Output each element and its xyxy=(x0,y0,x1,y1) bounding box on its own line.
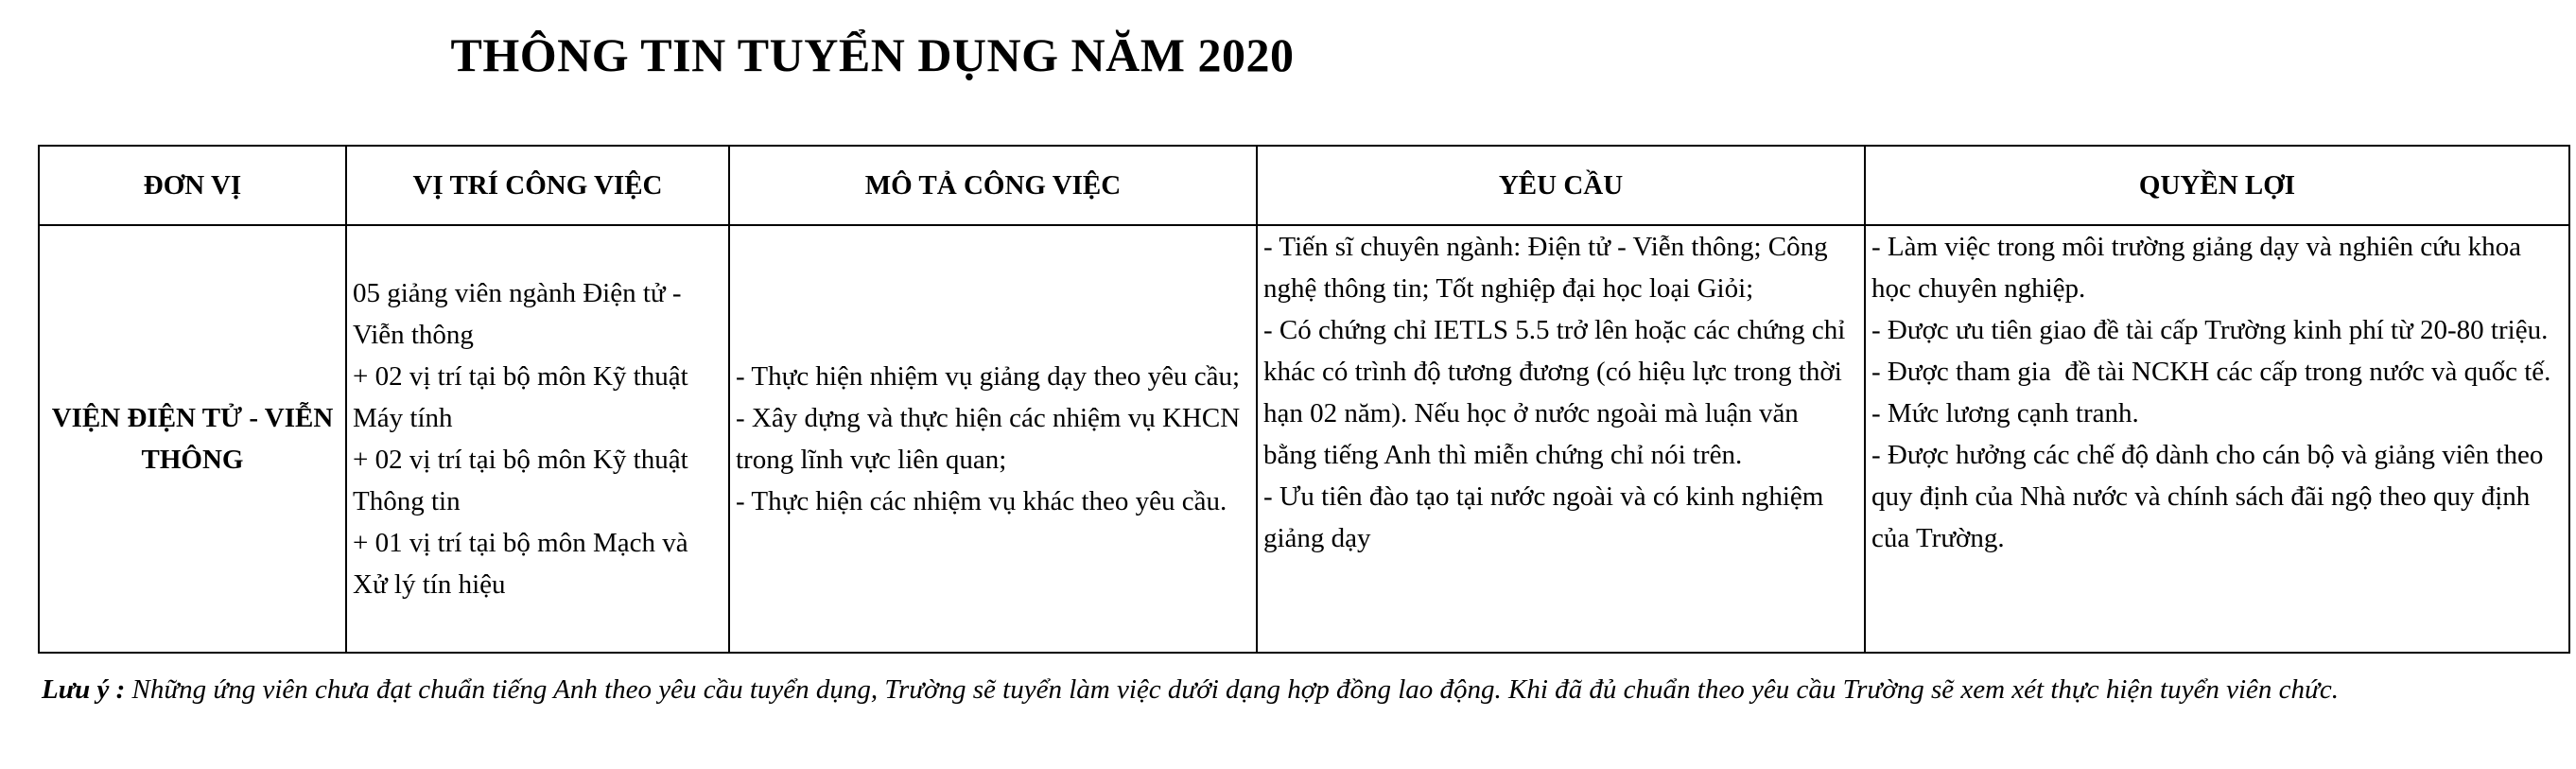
benefit-line: - Mức lương cạnh tranh. xyxy=(1871,398,2139,428)
benefit-line: - Làm việc trong môi trường giảng dạy và nghiên cứu khoa học chuyên nghiệp. xyxy=(1871,232,2529,304)
benefit-line: - Được tham gia đề tài NCKH các cấp trong nước và quốc tế. xyxy=(1871,357,2551,387)
header-row xyxy=(39,146,2569,225)
unit-cell: VIỆN ĐIỆN TỬ - VIỄN THÔNG xyxy=(39,225,346,653)
benefit-line: - Được ưu tiên giao đề tài cấp Trường kinh phí từ 20-80 triệu. xyxy=(1871,315,2549,345)
position-line: + 02 vị trí tại bộ môn Kỹ thuật Thông tin xyxy=(353,445,695,516)
footnote xyxy=(42,669,2538,710)
footnote-text: Những ứng viên chưa đạt chuẩn tiếng Anh theo yêu cầu tuyển dụng, Trường sẽ tuyển làm việc dưới dạng hợp đồng lao động. Khi đã đủ chuẩn theo yêu cầu Trường sẽ xem xét thực hiện tuyển viên chức. xyxy=(125,674,2339,705)
footnote-label: Lưu ý : xyxy=(42,674,126,705)
description-line: - Xây dựng và thực hiện các nhiệm vụ KHCN trong lĩnh vực liên quan; xyxy=(736,403,1247,475)
header-position: VỊ TRÍ CÔNG VIỆC xyxy=(346,146,729,225)
header-requirements: YÊU CẦU xyxy=(1257,146,1865,225)
position-line: 05 giảng viên ngành Điện tử - Viễn thông xyxy=(353,278,688,350)
table-body xyxy=(39,225,2569,653)
requirement-line: - Tiến sĩ chuyên ngành: Điện tử - Viễn thông; Công nghệ thông tin; Tốt nghiệp đại học loại Giỏi; xyxy=(1263,232,1835,304)
benefits-cell xyxy=(1865,225,2569,653)
benefit-line: - Được hưởng các chế độ dành cho cán bộ và giảng viên theo quy định của Nhà nước và chính sách đãi ngộ theo quy định của Trường. xyxy=(1871,440,2550,553)
header-unit: ĐƠN VỊ xyxy=(39,146,346,225)
table-header xyxy=(39,146,2569,225)
position-line: + 02 vị trí tại bộ môn Kỹ thuật Máy tính xyxy=(353,361,695,433)
requirement-line: - Có chứng chỉ IETLS 5.5 trở lên hoặc các chứng chỉ khác có trình độ tương đương (có hiệu lực trong thời hạn 02 năm). Nếu học ở nước ngoài mà luận văn bằng tiếng Anh thì miễn chứng chỉ nói trên. xyxy=(1263,315,1853,470)
requirement-line: - Ưu tiên đào tạo tại nước ngoài và có kinh nghiệm giảng dạy xyxy=(1263,481,1831,553)
recruitment-table xyxy=(38,145,2570,654)
description-cell xyxy=(729,225,1257,653)
description-line: - Thực hiện các nhiệm vụ khác theo yêu cầu. xyxy=(736,486,1227,516)
header-benefits: QUYỀN LỢI xyxy=(1865,146,2569,225)
page-title: THÔNG TIN TUYỂN DỤNG NĂM 2020 xyxy=(450,28,1295,81)
requirements-cell xyxy=(1257,225,1865,653)
header-description: MÔ TẢ CÔNG VIỆC xyxy=(729,146,1257,225)
position-cell xyxy=(346,225,729,653)
table-row xyxy=(39,225,2569,653)
position-line: + 01 vị trí tại bộ môn Mạch và Xử lý tín hiệu xyxy=(353,528,695,600)
description-line: - Thực hiện nhiệm vụ giảng dạy theo yêu cầu; xyxy=(736,361,1241,392)
